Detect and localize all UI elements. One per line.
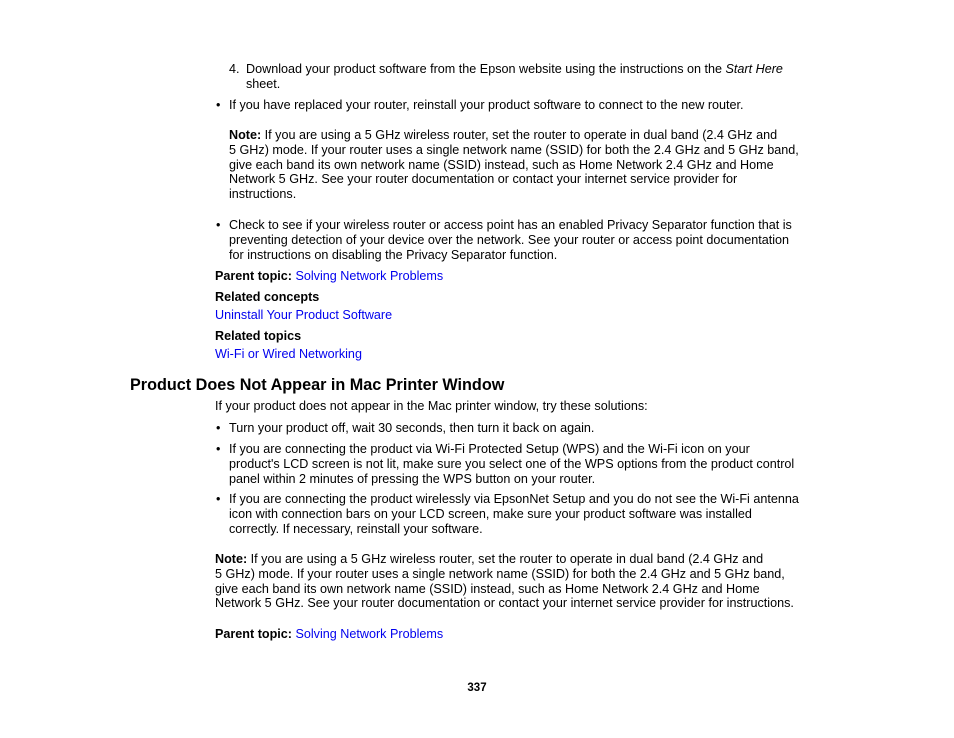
bullet-privacy-text [229, 218, 792, 262]
related-topics-heading: Related topics [215, 329, 302, 343]
solving-network-problems-link[interactable]: Solving Network Problems [295, 269, 444, 283]
note-line: 5 GHz) mode. If your router uses a single network name (SSID) for both the 2.4 GHz and 5 GHz band, [229, 142, 799, 157]
step-4-text-main: Download your product software from the Epson website using the instructions on the [246, 62, 726, 76]
note-2 [215, 552, 794, 611]
bullet-marker: • [216, 98, 221, 112]
note-line: If you are using a 5 GHz wireless router, set the router to operate in dual band (2.4 GHz and [261, 128, 778, 142]
step-4-text [246, 62, 783, 77]
bullet-line: preventing detection of your device over the network. See your router or access point documentation [229, 232, 790, 247]
uninstall-software-link[interactable]: Uninstall Your Product Software [215, 308, 393, 322]
note-line: Network 5 GHz. See your router documentation or contact your internet service provider for instructions. [215, 596, 794, 611]
bullet-line: product's LCD screen is not lit, make sure you select one of the WPS options from the product control [229, 456, 795, 471]
note-line: If you are using a 5 GHz wireless router, set the router to operate in dual band (2.4 GHz and [247, 552, 764, 566]
section-title: Product Does Not Appear in Mac Printer Window [130, 376, 505, 394]
bullet-epsonnet-text [229, 492, 799, 536]
bullet-line: If you are connecting the product wirelessly via EpsonNet Setup and you do not see the Wi-Fi antenna [229, 492, 799, 506]
note-line: give each band its own network name (SSID) instead, such as Home Network 2.4 GHz and Home [229, 157, 774, 172]
note-1 [229, 128, 799, 202]
note-label: Note: [215, 552, 248, 566]
start-here-title: Start Here [725, 62, 783, 76]
parent-topic [215, 269, 443, 284]
parent-topic-label: Parent topic: [215, 627, 292, 641]
related-concepts-heading: Related concepts [215, 290, 320, 304]
bullet-line: If you are connecting the product via Wi-Fi Protected Setup (WPS) and the Wi-Fi icon on your [229, 442, 750, 456]
bullet-router-text: If you have replaced your router, reinstall your product software to connect to the new router. [229, 98, 744, 112]
bullet-marker: • [216, 492, 221, 506]
bullet-line: correctly. If necessary, reinstall your software. [229, 521, 483, 536]
solving-network-problems-link[interactable]: Solving Network Problems [295, 627, 444, 641]
note-label: Note: [229, 128, 262, 142]
note-line: give each band its own network name (SSID) instead, such as Home Network 2.4 GHz and Home [215, 581, 760, 596]
note-line: Network 5 GHz. See your router documentation or contact your internet service provider for [229, 172, 738, 187]
step-number: 4. [229, 62, 240, 76]
bullet-line: panel within 2 minutes of pressing the WPS button on your router. [229, 471, 596, 486]
section-intro: If your product does not appear in the Mac printer window, try these solutions: [215, 399, 648, 413]
bullet-marker: • [216, 442, 221, 456]
bullet-marker: • [216, 218, 221, 232]
note-line: instructions. [229, 187, 297, 202]
bullet-wps-text [229, 442, 794, 486]
parent-topic-label: Parent topic: [215, 269, 292, 283]
bullet-line: Check to see if your wireless router or access point has an enabled Privacy Separator function that is [229, 218, 792, 232]
bullet-line: for instructions on disabling the Privacy Separator function. [229, 247, 558, 262]
note-line: 5 GHz) mode. If your router uses a single network name (SSID) for both the 2.4 GHz and 5 GHz band, [215, 566, 785, 581]
parent-topic [215, 627, 443, 642]
wifi-wired-networking-link[interactable]: Wi-Fi or Wired Networking [215, 347, 362, 361]
bullet-restart-text: Turn your product off, wait 30 seconds, then turn it back on again. [229, 421, 595, 435]
bullet-line: icon with connection bars on your LCD screen, make sure your product software was installed [229, 506, 752, 521]
bullet-marker: • [216, 421, 221, 435]
page-number: 337 [467, 682, 487, 694]
step-4-text-line2: sheet. [246, 77, 281, 91]
